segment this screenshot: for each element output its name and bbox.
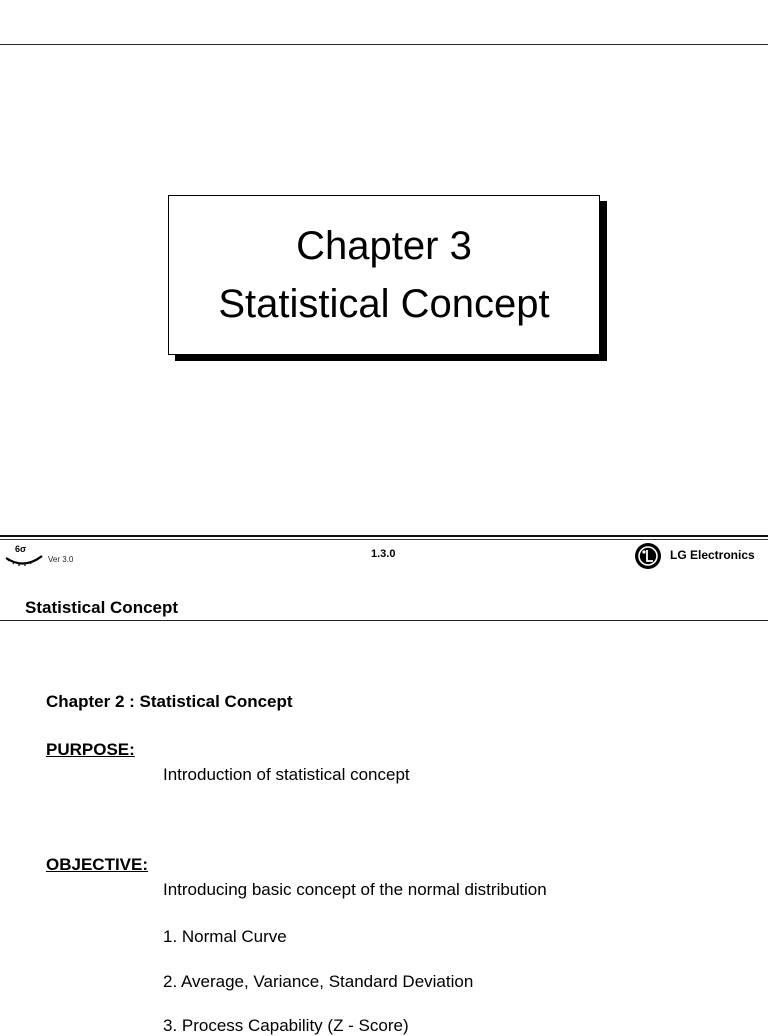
- purpose-text: Introduction of statistical concept: [163, 765, 410, 784]
- six-sigma-logo-text: 6σ: [15, 544, 27, 554]
- lg-logo-icon: [634, 542, 662, 570]
- purpose-label: PURPOSE:: [46, 740, 135, 759]
- company-name: LG Electronics: [670, 548, 755, 562]
- chapter-heading: Chapter 2 : Statistical Concept: [46, 692, 293, 711]
- objective-intro: Introducing basic concept of the normal distribution: [163, 880, 547, 899]
- version-label: Ver 3.0: [48, 555, 74, 564]
- six-sigma-logo-icon: [4, 542, 44, 570]
- objective-label: OBJECTIVE:: [46, 855, 149, 874]
- chapter-title: Chapter 3: [296, 224, 472, 268]
- objective-item: 2. Average, Variance, Standard Deviation: [163, 972, 474, 991]
- chapter-subtitle: Statistical Concept: [218, 282, 550, 326]
- slide-header-rule: [0, 620, 768, 621]
- footer-rule: [0, 535, 768, 537]
- slide-header-title: Statistical Concept: [25, 598, 179, 617]
- footer-rule-secondary: [0, 539, 768, 540]
- chapter-title-box: [168, 195, 600, 355]
- objective-item: 3. Process Capability (Z - Score): [163, 1016, 409, 1035]
- top-rule: [0, 44, 768, 45]
- objective-item: 1. Normal Curve: [163, 927, 287, 946]
- page-number: 1.3.0: [371, 548, 396, 560]
